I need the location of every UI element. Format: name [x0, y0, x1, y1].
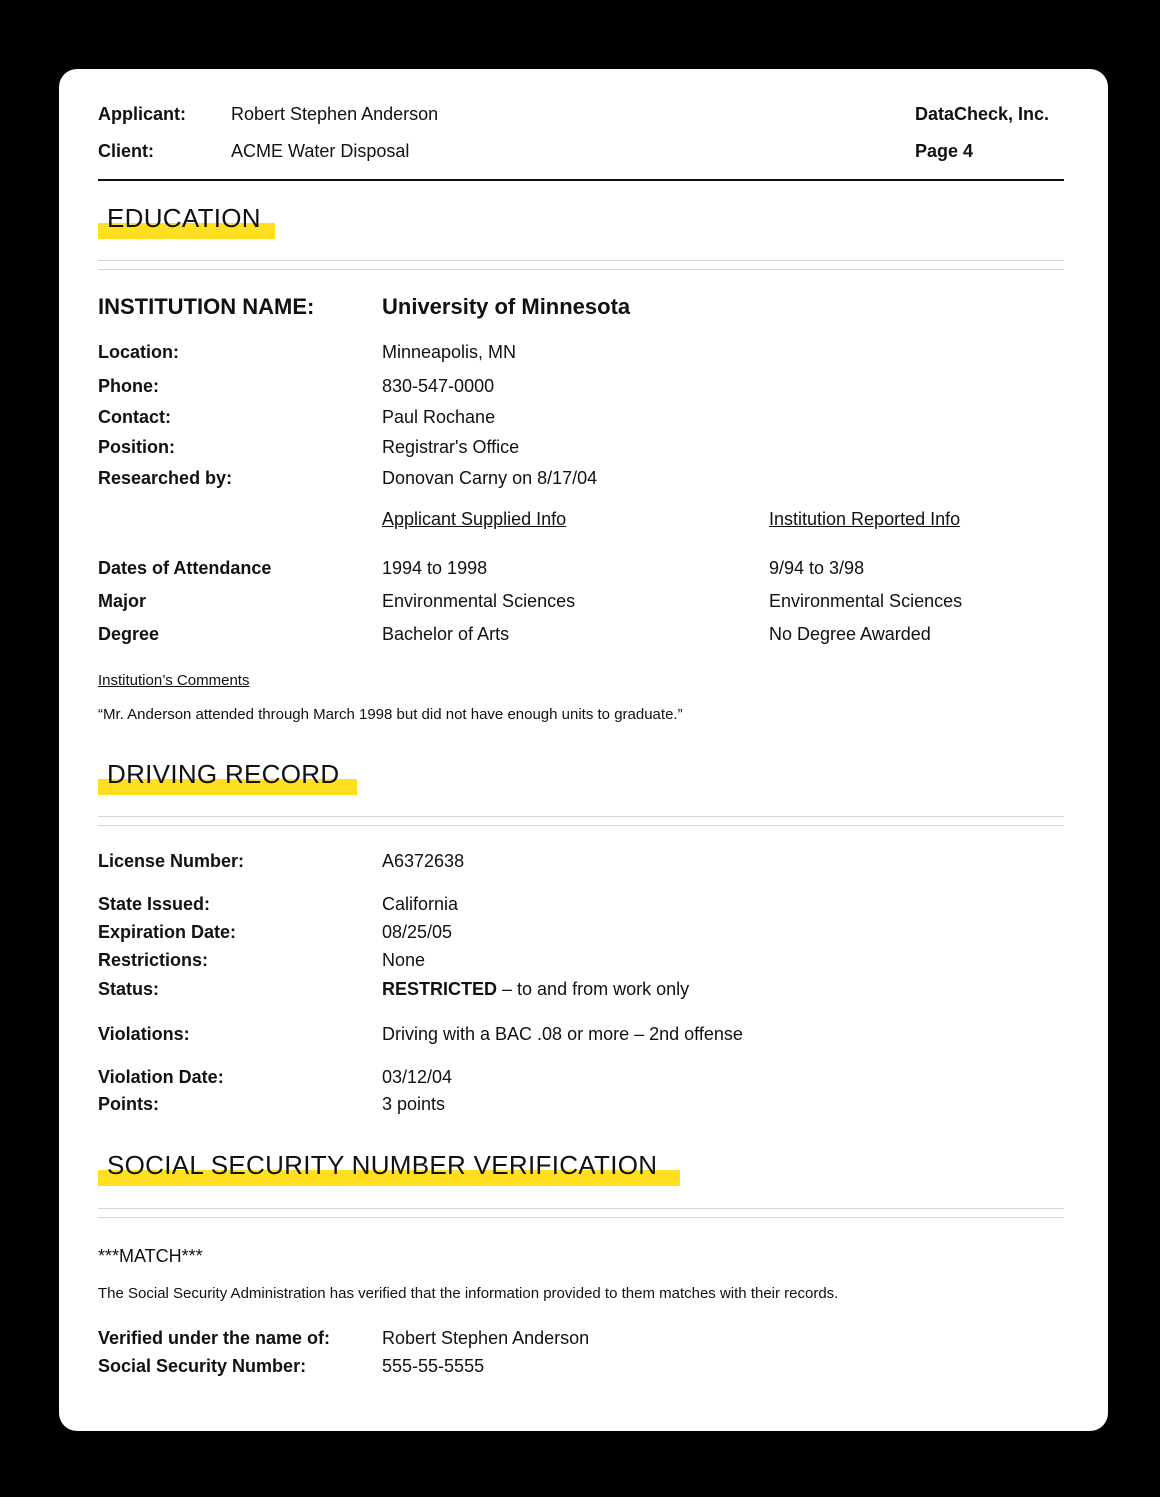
- edu-row-applicant: 1994 to 1998: [382, 558, 488, 578]
- status-detail: – to and from work only: [497, 979, 690, 999]
- institution-label: INSTITUTION NAME:: [98, 294, 315, 319]
- ssn-rule-bottom: [98, 1217, 1064, 1218]
- ssn-number-value: 555-55-5555: [382, 1356, 485, 1376]
- edu-row-label: Dates of Attendance: [98, 558, 272, 578]
- researched-label: Researched by:: [98, 468, 233, 488]
- points-label: Points:: [98, 1094, 159, 1114]
- comments-label: Institution’s Comments: [98, 672, 250, 689]
- driving-rule-top: [98, 816, 1064, 817]
- education-rule-top: [98, 260, 1064, 261]
- researched-value: Donovan Carny on 8/17/04: [382, 468, 598, 488]
- ssn-name-label: Verified under the name of:: [98, 1328, 331, 1348]
- education-title: EDUCATION: [107, 203, 261, 233]
- location-label: Location:: [98, 342, 179, 362]
- restrictions-value: None: [382, 950, 426, 970]
- edu-row-label: Degree: [98, 624, 160, 644]
- client-label: Client:: [98, 141, 154, 161]
- edu-row-institution: 9/94 to 3/98: [769, 558, 865, 578]
- report-page: [59, 69, 1108, 1431]
- state-label: State Issued:: [98, 894, 211, 914]
- edu-row-institution: Environmental Sciences: [769, 591, 963, 611]
- col-institution-header: Institution Reported Info: [769, 509, 961, 529]
- contact-value: Paul Rochane: [382, 407, 496, 427]
- location-value: Minneapolis, MN: [382, 342, 517, 362]
- violations-value: Driving with a BAC .08 or more – 2nd offense: [382, 1024, 743, 1044]
- edu-row-applicant: Environmental Sciences: [382, 591, 576, 611]
- expiration-value: 08/25/05: [382, 922, 453, 942]
- points-value: 3 points: [382, 1094, 446, 1114]
- applicant-value: Robert Stephen Anderson: [231, 104, 439, 124]
- page-number: Page 4: [915, 141, 974, 161]
- ssn-title: SOCIAL SECURITY NUMBER VERIFICATION: [107, 1150, 658, 1180]
- status-restricted: RESTRICTED: [382, 979, 498, 999]
- position-value: Registrar's Office: [382, 437, 520, 457]
- driving-title: DRIVING RECORD: [107, 759, 340, 789]
- driving-rule-bottom: [98, 825, 1064, 826]
- header-divider: [98, 179, 1064, 181]
- edu-row-institution: No Degree Awarded: [769, 624, 931, 644]
- position-label: Position:: [98, 437, 175, 457]
- state-value: California: [382, 894, 459, 914]
- ssn-note: The Social Security Administration has verified that the information provided to them matches with their records.: [98, 1285, 839, 1302]
- contact-label: Contact:: [98, 407, 171, 427]
- violations-label: Violations:: [98, 1024, 190, 1044]
- license-label: License Number:: [98, 851, 245, 871]
- ssn-rule-top: [98, 1208, 1064, 1209]
- phone-label: Phone:: [98, 376, 159, 396]
- ssn-name-value: Robert Stephen Anderson: [382, 1328, 590, 1348]
- restrictions-label: Restrictions:: [98, 950, 209, 970]
- violation-date-value: 03/12/04: [382, 1067, 453, 1087]
- license-value: A6372638: [382, 851, 465, 871]
- applicant-label: Applicant:: [98, 104, 186, 124]
- company-name: DataCheck, Inc.: [915, 104, 1050, 124]
- client-value: ACME Water Disposal: [231, 141, 410, 161]
- edu-row-label: Major: [98, 591, 147, 611]
- edu-row-applicant: Bachelor of Arts: [382, 624, 510, 644]
- institution-value: University of Minnesota: [382, 294, 631, 319]
- expiration-label: Expiration Date:: [98, 922, 237, 942]
- phone-value: 830-547-0000: [382, 376, 495, 396]
- comments-text: “Mr. Anderson attended through March 1998 but did not have enough units to graduate.”: [98, 706, 683, 723]
- education-rule-bottom: [98, 269, 1064, 270]
- status-label: Status:: [98, 979, 160, 999]
- ssn-match: ***MATCH***: [98, 1246, 203, 1266]
- col-applicant-header: Applicant Supplied Info: [382, 509, 567, 529]
- ssn-number-label: Social Security Number:: [98, 1356, 307, 1376]
- status-value: [382, 979, 689, 1000]
- violation-date-label: Violation Date:: [98, 1067, 224, 1087]
